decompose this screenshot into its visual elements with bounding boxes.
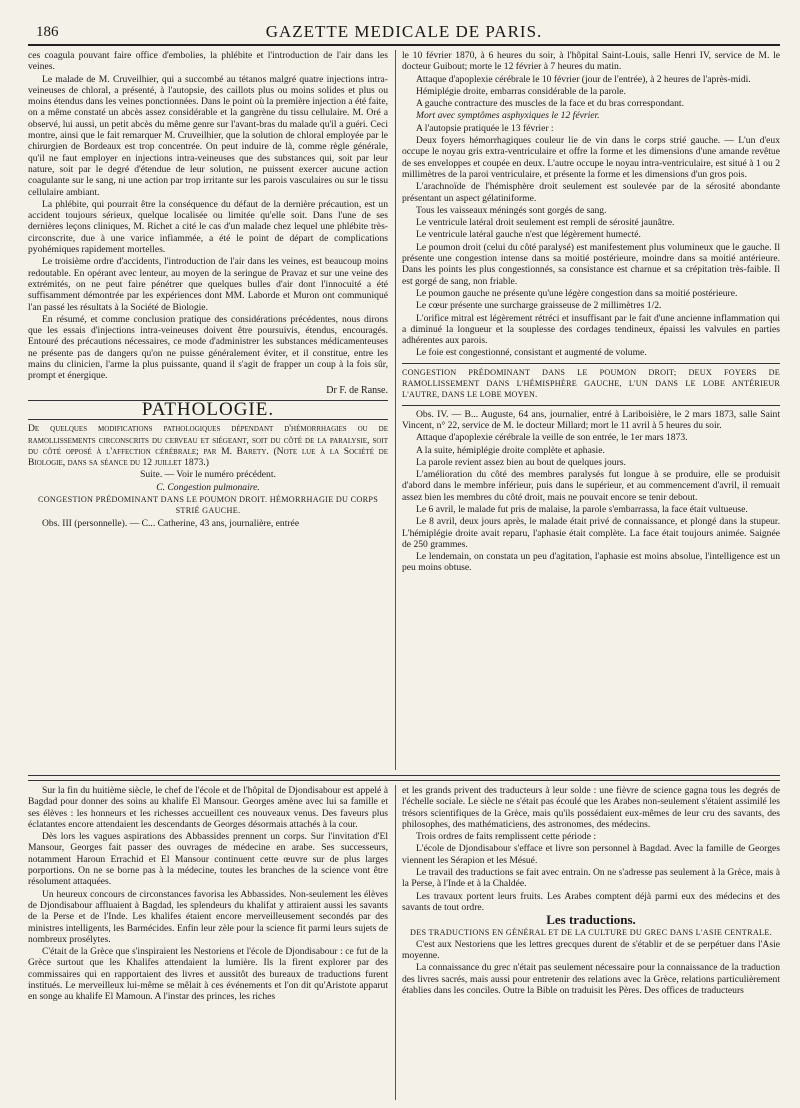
subsection-title: C. Congestion pulmonaire. — [156, 481, 260, 493]
feuilleton-subheading: DES TRADUCTIONS EN GÉNÉRAL ET DE LA CULTURE DU GREC DANS L'ASIE CENTRALE. — [409, 927, 772, 937]
paragraph: La connaissance du grec n'était pas seulement nécessaire pour la connaissance de la traduction des livres sacrés, mais aussi pour entretenir des relations avec la Grèce, relations particulièrement établies dans les conciles. Outre la Bible on traduisit les Pères. Des offices de traducteurs — [402, 962, 780, 997]
paragraph: Le poumon gauche ne présente qu'une légère congestion dans sa moitié postérieure. — [416, 287, 738, 299]
paragraph: C'est aux Nestoriens que les lettres grecques durent de s'établir et de se perpétuer dans l'Asie moyenne. — [402, 938, 780, 962]
paragraph: Tous les vaisseaux méningés sont gorgés de sang. — [416, 204, 607, 216]
column-divider — [395, 785, 396, 1100]
paragraph: Attaque d'apoplexie cérébrale le 10 février (jour de l'entrée), à 2 heures de l'après-midi. — [416, 73, 751, 85]
paragraph: ces coagula pouvant faire office d'embolies, la phlébite et l'introduction de l'air dans les veines. — [28, 50, 388, 73]
paragraph: Le poumon droit (celui du côté paralysé) est manifestement plus volumineux que le gauche. Il présente une congestion intense dans sa moitié postérieure, moindre dans sa moitié antérieure. Dans les points les plus congestionnés, sa consistance est charnue et sa crépitation très-faible. Il est gorgé de sang, non friable. — [402, 241, 780, 287]
paragraph: Le travail des traductions se fait avec entrain. On ne s'adresse pas seulement à la Grèce, mais à la Perse, à l'Inde et à la Chaldée. — [402, 867, 780, 890]
paragraph: L'école de Djondisabour s'efface et livre son personnel à Bagdad. Avec la famille de Georges viennent les Sérapion et les Mésué. — [402, 843, 780, 866]
paragraph: Les travaux portent leurs fruits. Les Arabes comptent déjà parmi eux des médecins et des savants de tout ordre. — [402, 890, 780, 913]
paragraph: le 10 février 1870, à 6 heures du soir, à l'hôpital Saint-Louis, salle Henri IV, service de M. le docteur Guibout; morte le 12 février à 7 heures du matin. — [402, 50, 780, 73]
page-number: 186 — [36, 24, 59, 40]
feuilleton-left-column — [28, 785, 388, 1100]
paragraph: Hémiplégie droite, embarras considérable de la parole. — [416, 85, 626, 97]
section-heading: PATHOLOGIE. — [141, 398, 275, 420]
feuilleton-right-column — [402, 785, 780, 1100]
paragraph: Trois ordres de faits remplissent cette période : — [416, 831, 597, 843]
paragraph: Le ventricule latéral droit seulement est rempli de sérosité jaunâtre. — [416, 217, 675, 229]
feuilleton-heading: Les traductions. — [546, 912, 636, 928]
paragraph: A gauche contracture des muscles de la face et du bras correspondant. — [416, 98, 684, 110]
left-column — [28, 50, 388, 770]
paragraph: La phlébite, qui pourrait être la conséquence du défaut de la dernière précaution, est un accident toujours sérieux, quelque localisée ou limitée qu'elle soit. Dans l'une de ses dernières leçons cliniques, M. Richet a cité le cas d'un malade chez lequel une phlébite très-circonscrite, due à une varice infiammée, a été le point de départ de complications pyohémiques rapidement mortelles. — [28, 198, 388, 256]
suite-note: Suite. — Voir le numéro précédent. — [140, 469, 276, 481]
paragraph: Le lendemain, on constata un peu d'agitation, l'aphasie est moins absolue, l'intelligence est un peu moins obtuse. — [402, 551, 780, 574]
observation-start: Obs. III (personnelle). — C... Catherine, 43 ans, journalière, entrée — [42, 517, 300, 529]
feuilleton-divider — [28, 775, 780, 781]
paragraph: L'orifice mitral est légèrement rétréci et insuffisant par le fait d'une ancienne inflammation qui a diminué la longueur et la souplesse des cordages tendineux, épaissi les valvules en parties adhérentes aux parois. — [402, 312, 780, 347]
paragraph: L'arachnoïde de l'hémisphère droit seulement est soulevée par de la sérosité abondante présentant un aspect gélatiniforme. — [402, 181, 780, 204]
paragraph: Le malade de M. Cruveilhier, qui a succombé au tétanos malgré quatre injections intra-veineuses de chloral, a présenté, à l'autopsie, des caillots plus ou moins solides et plus ou moins étendus dans les veines ponctionnées. Dans le point où la première injection a été faite, on a même constaté un abcès assez considérable et la gangrène du tissu cellulaire. M. Oré a observé, lui aussi, un petit abcès du même genre sur l'avant-bras du malade qu'il a guéri. Ceci montre, ainsi que le fait remarquer M. Cruveilhier, que la solution de chloral employée par le chirurgien de Bordeaux est trop concentrée. On peut induire de là, comme règle générale, qu'il ne faut employer en injections intra-veineuses que des substances qui, soit par leur nature, soit par le degré d'étendue de leur solution, ne puissent exercer aucune action coagulante sur le sang, ni une action par trop irritante sur les parois vasculaires ou sur le tissu cellulaire ambiant. — [28, 73, 388, 198]
paragraph: Dès lors les vagues aspirations des Abbassides prennent un corps. Sur l'invitation d'El Mansour, Georges fait passer des ouvrages de médecine en arabe. Ses successeurs, notamment Haroun Errachid et El Mansour continuent cette œuvre sur de plus larges porportions. On ne se borne pas à la médecine, toutes les branches de la science vont être résolument attaquées. — [28, 831, 388, 888]
paragraph: Attaque d'apoplexie cérébrale la veille de son entrée, le 1er mars 1873. — [416, 432, 688, 444]
paragraph: Le troisième ordre d'accidents, l'introduction de l'air dans les veines, est beaucoup moins redoutable. En opérant avec lenteur, au moyen de la seringue de Pravaz et sur une veine des extrémités, on ne peut faire pénétrer que quelques bulles d'air dont l'innocuité a été suffisamment démontrée par les expériences dont MM. Laborde et Muron ont communiqué l'an passé les résultats à la Société de Biologie. — [28, 256, 388, 313]
paragraph: Sur la fin du huitième siècle, le chef de l'école et de l'hôpital de Djondisabour est appelé à Bagdad pour donner des soins au khalife El Mansour. Georges amène avec lui sa famille et ses élèves : les honneurs et les richesses accueillent ces nouveaux venus. Des faveurs plus éclatantes encore attendaient les descendants de Georges désormais attachés à la cour. — [28, 785, 388, 830]
paragraph: Mort avec symptômes asphyxiques le 12 février. — [416, 110, 600, 122]
paragraph: En résumé, et comme conclusion pratique des considérations précédentes, nous dirons que les essais d'injections intra-veineuses doivent être poursuivis, étendus, encouragés. Entouré des précautions nécessaires, ce mode d'administrer les substances médicamenteuses ne présente pas de dangers qu'on ne puisse généralement éviter, et il constitue, entre les mains du clinicien, l'arme la plus puissante, quand il s'agit de frapper un coup à la fois sûr, prompt et énergique. — [28, 313, 388, 382]
author-signature: Dr F. de Ranse. — [326, 384, 388, 396]
paragraph: Le ventricule latéral gauche n'est que légèrement humecté. — [416, 229, 641, 241]
paragraph: L'amélioration du côté des membres paralysés fut longue à se produire, elle se produisit d'abord dans le membre inférieur, puis dans le supérieur, et au commencement d'avril, il remuait assez bien les membres du côté droit, mais ne pouvait encore se tenir debout. — [402, 469, 780, 503]
section-divider — [402, 363, 780, 364]
column-divider — [395, 50, 396, 770]
paragraph: et les grands privent des traducteurs à leur solde : une fièvre de science gagna tous les degrés de l'échelle sociale. Le siècle ne s'était pas écoulé que les Arabes non-seulement s'étaient assimilé les trésors scientifiques de la Grèce, mais qu'ils possédaient eux-mêmes de leur cru des savants, des philosophes, des mathématiciens, des astronomes, des médecins. — [402, 785, 780, 830]
case-subheading: CONGESTION PRÉDOMINANT DANS LE POUMON DROIT; DEUX FOYERS DE RAMOLLISSEMENT DANS L'HÉMISPHÈRE GAUCHE, L'UN DANS LE LOBE ANTÉRIEUR L'AUTRE, DANS LE LOBE MOYEN. — [402, 367, 780, 400]
paragraph: Le 8 avril, deux jours après, le malade était privé de connaissance, et plongé dans la stupeur. L'hémiplégie droite avait reparu, l'aphasie était complète. La face était toujours animée. Saignée de 250 grammes. — [402, 516, 780, 550]
paragraph: Obs. IV. — B... Auguste, 64 ans, journalier, entré à Lariboisière, le 2 mars 1873, salle Saint Vincent, n° 22, service de M. le docteur Millard; mort le 11 avril à 5 heures du soir. — [402, 408, 780, 431]
paragraph: A la suite, hémiplégie droite complète et aphasie. — [416, 444, 605, 456]
paragraph: Le cœur présente une surcharge graisseuse de 2 millimètres 1/2. — [416, 300, 662, 312]
paragraph: Deux foyers hémorrhagiques couleur lie de vin dans le corps strié gauche. — L'un d'eux occupe le noyau gris extra-ventriculaire et offre la forme et les dimensions d'une amande revêtue de ses enveloppes et coupée en deux. L'autre occupe le noyau intra-ventriculaire, est situé à 1 ou 2 millimètres de la paroi ventriculaire, et présente la forme et les dimensions d'un gros pois. — [402, 135, 780, 180]
section-divider — [402, 405, 780, 406]
journal-title: GAZETTE MEDICALE DE PARIS. — [265, 22, 543, 41]
paragraph: C'était de la Grèce que s'inspiraient les Nestoriens et l'école de Djondisabour : ce fut de la Grèce surtout que les Khalifes attendaient la lumière. Ils la firent explorer par des commissaires qui en rapportaient des livres et aussitôt des bureaux de traductions furent institués. Le merveilleux lui-même se mêlait à ces événements et l'on dit qu'Aristote apparut en songe au khalife El Mamoun. A l'instar des princes, les riches — [28, 946, 388, 1003]
article-title: De quelques modifications pathologiques dépendant d'hémorrhagies ou de ramollissements circonscrits du cerveau et siégeant, soit du côté de la paralysie, soit du côté opposé à l'affection cérébrale; par M. Barety. (Note lue à la Société de Biologie, dans sa séance du 12 juillet 1873.) — [28, 423, 388, 469]
paragraph: A l'autopsie pratiquée le 13 février : — [416, 122, 554, 134]
paragraph: La parole revient assez bien au bout de quelques jours. — [416, 456, 626, 468]
page-header — [28, 18, 780, 46]
paragraph: Le foie est congestionné, consistant et augmenté de volume. — [416, 347, 647, 359]
right-column — [402, 50, 780, 770]
paragraph: Le 6 avril, le malade fut pris de malaise, la parole s'embarrassa, la face était vultueuse. — [416, 503, 748, 515]
case-subheading: CONGESTION PRÉDOMINANT DANS LE POUMON DROIT. HÉMORRHAGIE DU CORPS STRIÉ GAUCHE. — [37, 494, 379, 516]
paragraph: Un heureux concours de circonstances favorisa les Abbassides. Non-seulement les élèves de Djondisabour affluaient à Bagdad, les splendeurs du khalifat y attiraient aussi les savants de la Perse et de l'Inde. Les khalifes étaient encore merveilleusement secondés par des ministres intelligents, les Barmécides. Enfin leur zèle pour la science fit parmi leurs sujets de nombreux prosélytes. — [28, 888, 388, 945]
